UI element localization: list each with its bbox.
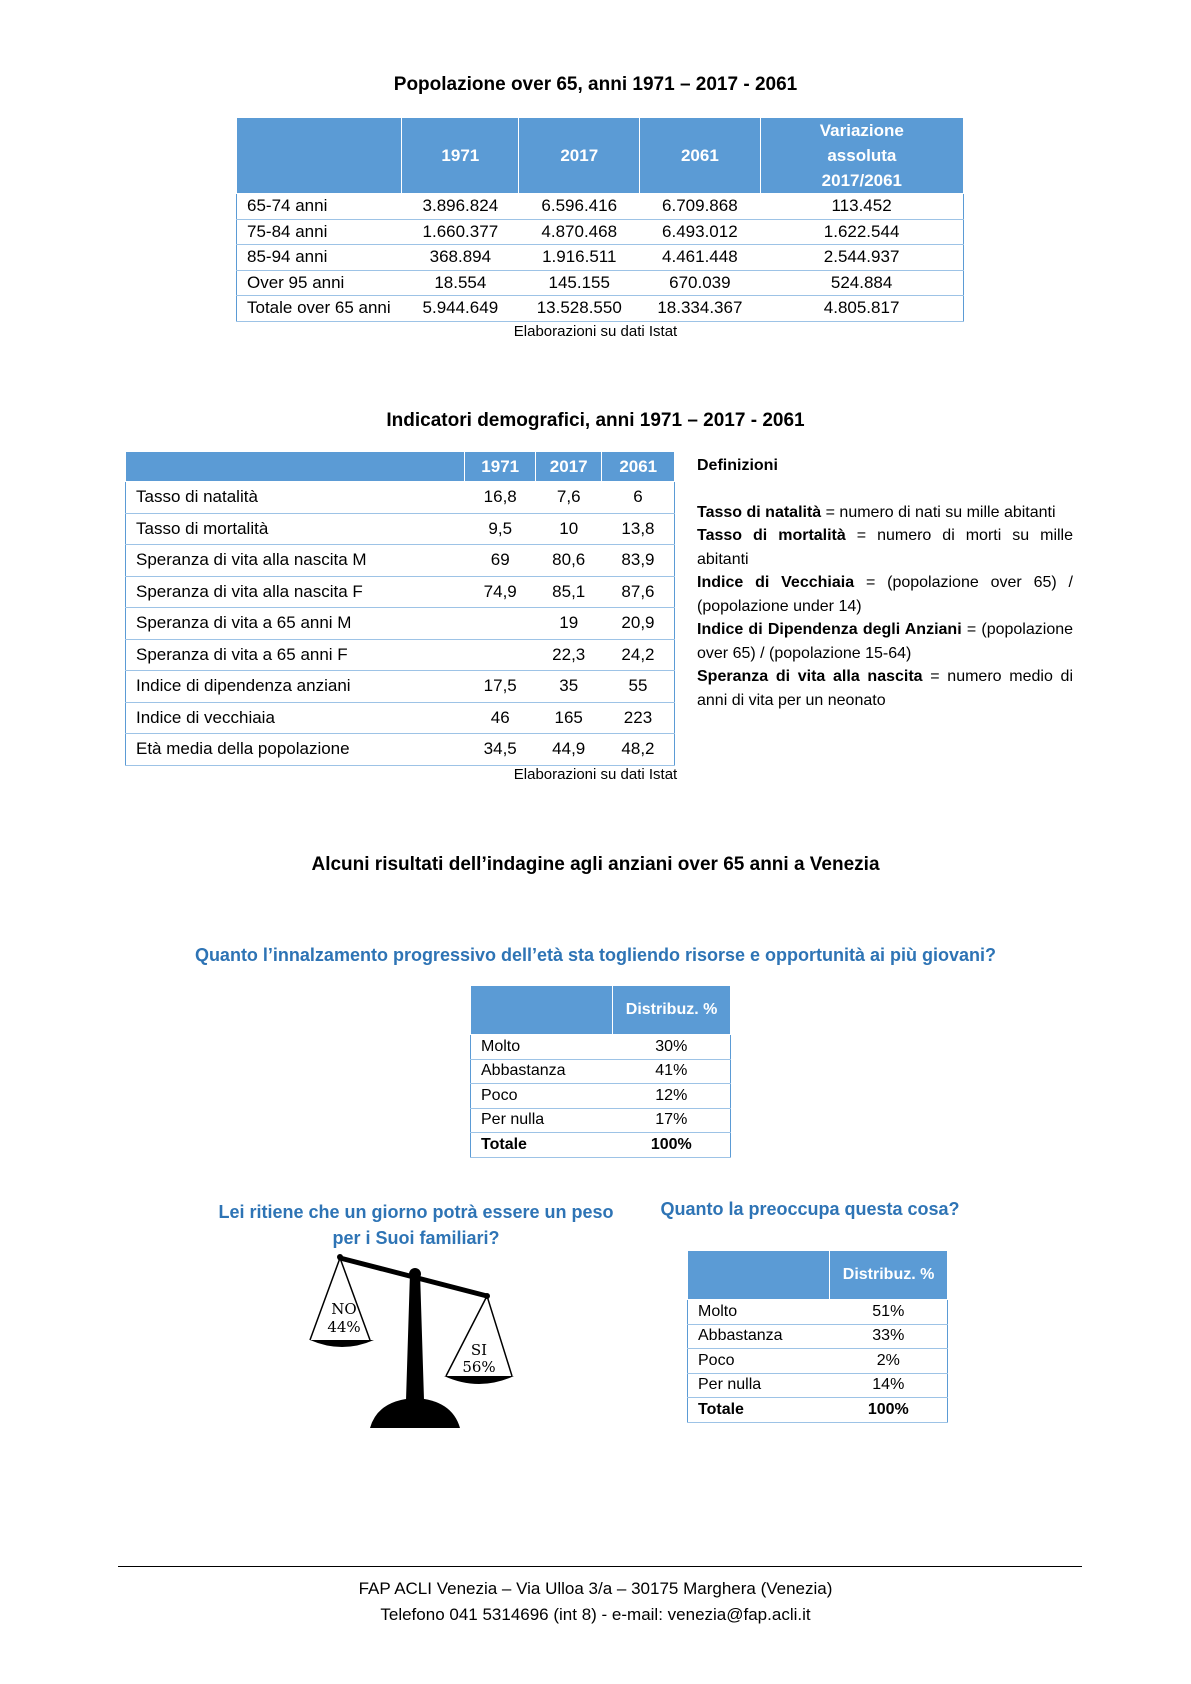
table-cell: 55 (602, 671, 675, 703)
header-cell: 2061 (602, 452, 675, 482)
table-cell: 33% (830, 1324, 948, 1349)
question-2-line2: per i Suoi familiari? (332, 1228, 500, 1248)
total-row (688, 1398, 948, 1423)
table-cell: Totale (471, 1133, 613, 1158)
table-row (126, 545, 675, 577)
header-cell: 2017 (519, 118, 640, 194)
table-cell (465, 639, 536, 671)
table-cell: 524.884 (760, 270, 963, 296)
table-cell: 3.896.824 (402, 194, 519, 220)
table-cell: 10 (535, 513, 601, 545)
table-cell: 30% (613, 1035, 731, 1060)
table-cell: 80,6 (535, 545, 601, 577)
table-cell: Abbastanza (471, 1059, 613, 1084)
table-cell: Speranza di vita alla nascita M (126, 545, 465, 577)
si-label: SI (470, 1341, 488, 1359)
definition-term: Indice di Dipendenza degli Anziani (697, 621, 962, 638)
table-cell: 4.461.448 (640, 245, 761, 271)
table-cell: 5.944.649 (402, 296, 519, 322)
q1-table (470, 985, 731, 1158)
table-cell: 35 (535, 671, 601, 703)
table-cell: Indice di vecchiaia (126, 702, 465, 734)
table2-title: Indicatori demografici, anni 1971 – 2017 - 2061 (386, 410, 805, 431)
header-cell: 1971 (402, 118, 519, 194)
table-cell: 24,2 (602, 639, 675, 671)
survey-title: Alcuni risultati dell’indagine agli anziani over 65 anni a Venezia (311, 854, 880, 875)
table-header-row (237, 118, 964, 194)
table-cell: 113.452 (760, 194, 963, 220)
indicators-table (125, 451, 675, 766)
table-cell: 12% (613, 1084, 731, 1109)
table-cell: Totale (688, 1398, 830, 1423)
question-2 (196, 1199, 636, 1251)
table-cell: Speranza di vita a 65 anni F (126, 639, 465, 671)
table-cell: 16,8 (465, 482, 536, 514)
table-cell: 20,9 (602, 608, 675, 640)
table-cell: 1.660.377 (402, 219, 519, 245)
table-cell: Totale over 65 anni (237, 296, 402, 322)
table-row (126, 734, 675, 766)
table-cell: 44,9 (535, 734, 601, 766)
table-row (237, 219, 964, 245)
header-cell (237, 118, 402, 194)
table-row (126, 671, 675, 703)
table-cell: 18.334.367 (640, 296, 761, 322)
table-cell: 6.493.012 (640, 219, 761, 245)
table-cell: Abbastanza (688, 1324, 830, 1349)
table-cell: 19 (535, 608, 601, 640)
header-cell (688, 1251, 830, 1300)
table-cell: Età media della popolazione (126, 734, 465, 766)
definition-text: = (popolazione over 65) / (popolazione 15-64) (697, 621, 1074, 662)
footer-address: FAP ACLI Venezia – Via Ulloa 3/a – 30175 Marghera (Venezia) (358, 1579, 833, 1598)
header-cell: 2061 (640, 118, 761, 194)
question-2-line1: Lei ritiene che un giorno potrà essere un peso (218, 1202, 614, 1222)
table-cell: 4.870.468 (519, 219, 640, 245)
header-cell: 1971 (465, 452, 536, 482)
table-cell: 223 (602, 702, 675, 734)
table-cell: 65-74 anni (237, 194, 402, 220)
table-cell: 165 (535, 702, 601, 734)
table-row (126, 639, 675, 671)
header-cell: Distribuz. % (613, 986, 731, 1035)
q3-table (687, 1250, 948, 1423)
table-row (471, 1084, 731, 1109)
table-row (688, 1300, 948, 1325)
table-cell: 14% (830, 1373, 948, 1398)
question-3: Quanto la preoccupa questa cosa? (660, 1199, 960, 1219)
definition-item (697, 501, 1073, 525)
table-cell: Poco (471, 1084, 613, 1109)
table-row (471, 1108, 731, 1133)
table-cell: 85,1 (535, 576, 601, 608)
table-cell: 100% (830, 1398, 948, 1423)
table-cell: 85-94 anni (237, 245, 402, 271)
table-row (237, 270, 964, 296)
table-row (688, 1373, 948, 1398)
table-cell: 17,5 (465, 671, 536, 703)
balance-scale-icon (300, 1250, 530, 1440)
table-cell: Molto (688, 1300, 830, 1325)
definition-term: Tasso di natalità (697, 503, 822, 521)
header-cell: Distribuz. % (830, 1251, 948, 1300)
table-cell: 6.709.868 (640, 194, 761, 220)
table-cell: Over 95 anni (237, 270, 402, 296)
definition-text: = numero medio di anni di vita per un neonato (697, 668, 1073, 709)
table-cell: 51% (830, 1300, 948, 1325)
table-cell: 670.039 (640, 270, 761, 296)
no-value: 44% (327, 1318, 361, 1336)
table-cell: 74,9 (465, 576, 536, 608)
table-cell: 75-84 anni (237, 219, 402, 245)
table-cell: Indice di dipendenza anziani (126, 671, 465, 703)
table-row (688, 1324, 948, 1349)
no-label: NO (331, 1300, 357, 1318)
table1-title: Popolazione over 65, anni 1971 – 2017 - 2061 (393, 74, 798, 95)
table-cell: 145.155 (519, 270, 640, 296)
definition-item (697, 618, 1073, 665)
table-cell: Per nulla (471, 1108, 613, 1133)
question-1: Quanto l’innalzamento progressivo dell’età sta togliendo risorse e opportunità ai più giovani? (194, 945, 997, 965)
table-cell: 2% (830, 1349, 948, 1374)
definition-text: = numero di nati su mille abitanti (821, 503, 1056, 521)
table-row (126, 513, 675, 545)
table-cell: Per nulla (688, 1373, 830, 1398)
table-cell: Tasso di natalità (126, 482, 465, 514)
table-cell: 13.528.550 (519, 296, 640, 322)
definition-term: Indice di Vecchiaia (697, 574, 855, 591)
definition-item (697, 571, 1073, 618)
table-cell: 22,3 (535, 639, 601, 671)
table-cell: 9,5 (465, 513, 536, 545)
header-cell (471, 986, 613, 1035)
total-row (471, 1133, 731, 1158)
footer-divider (118, 1566, 1082, 1567)
table-header-row (471, 986, 731, 1035)
footer-contact: Telefono 041 5314696 (int 8) - e-mail: venezia@fap.acli.it (380, 1605, 811, 1624)
table-cell: 48,2 (602, 734, 675, 766)
table-cell: 100% (613, 1133, 731, 1158)
table1-source: Elaborazioni su dati Istat (513, 323, 678, 340)
table-row (471, 1059, 731, 1084)
definition-term: Speranza di vita alla nascita (697, 668, 923, 685)
table-cell: 7,6 (535, 482, 601, 514)
definitions-heading: Definizioni (697, 457, 778, 474)
table-cell (465, 608, 536, 640)
table-cell: 1.622.544 (760, 219, 963, 245)
table-cell: 41% (613, 1059, 731, 1084)
definition-term: Tasso di mortalità (697, 527, 846, 544)
table-row (688, 1349, 948, 1374)
table-cell: Speranza di vita alla nascita F (126, 576, 465, 608)
table-cell: 46 (465, 702, 536, 734)
table-row (471, 1035, 731, 1060)
table-cell: Molto (471, 1035, 613, 1060)
table-row (237, 194, 964, 220)
definition-item (697, 524, 1073, 571)
table-cell: 1.916.511 (519, 245, 640, 271)
table-row (237, 296, 964, 322)
table-header-row (688, 1251, 948, 1300)
definitions-box (697, 454, 1073, 712)
table-cell: 69 (465, 545, 536, 577)
table-cell: Poco (688, 1349, 830, 1374)
table-row (126, 608, 675, 640)
table-cell: 18.554 (402, 270, 519, 296)
header-cell: Variazione assoluta 2017/2061 (760, 118, 963, 194)
table-row (126, 576, 675, 608)
table-row (237, 245, 964, 271)
table-row (126, 702, 675, 734)
definition-item (697, 665, 1073, 712)
table-cell: 83,9 (602, 545, 675, 577)
table2-source: Elaborazioni su dati Istat (513, 766, 678, 783)
table-cell: 368.894 (402, 245, 519, 271)
table-cell: Tasso di mortalità (126, 513, 465, 545)
table-cell: 6 (602, 482, 675, 514)
table-cell: 17% (613, 1108, 731, 1133)
table-row (126, 482, 675, 514)
table-cell: 6.596.416 (519, 194, 640, 220)
table-cell: 4.805.817 (760, 296, 963, 322)
table-header-row (126, 452, 675, 482)
table-cell: 34,5 (465, 734, 536, 766)
table-cell: Speranza di vita a 65 anni M (126, 608, 465, 640)
header-cell: 2017 (535, 452, 601, 482)
header-cell (126, 452, 465, 482)
table-cell: 13,8 (602, 513, 675, 545)
definition-text: = numero di morti su mille abitanti (697, 527, 1074, 568)
table-cell: 2.544.937 (760, 245, 963, 271)
definition-text: = (popolazione over 65) / (popolazione under 14) (697, 574, 1073, 615)
population-table (236, 117, 964, 322)
table-cell: 87,6 (602, 576, 675, 608)
si-value: 56% (462, 1358, 496, 1376)
